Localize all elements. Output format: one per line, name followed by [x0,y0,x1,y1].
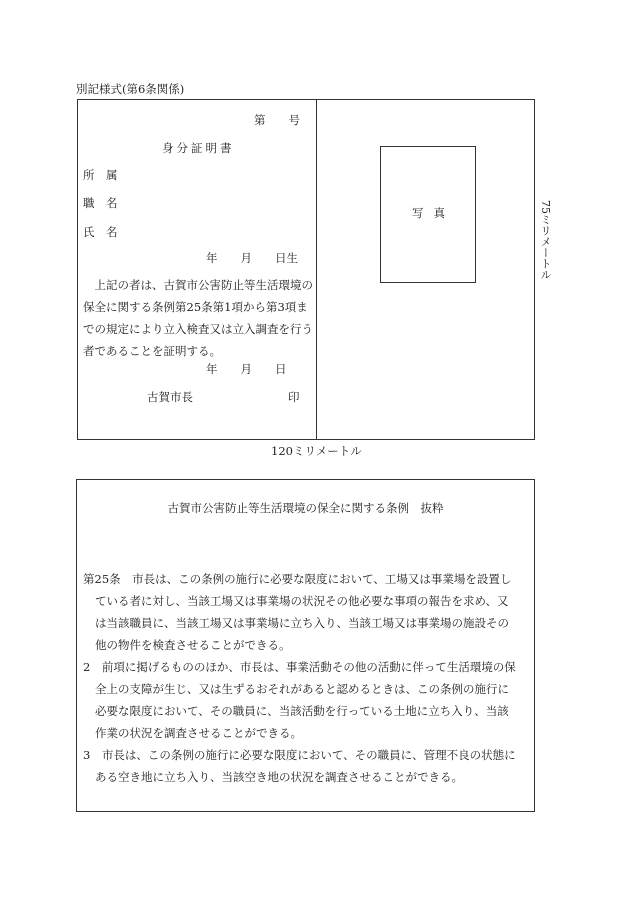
field-name: 氏 名 [83,225,118,239]
article-line: は当該職員に、当該工場又は事業場に立ち入り、当該工場又は事業場の施設その [95,616,509,630]
height-dimension: 75ミリメートル [539,200,552,280]
article-25-3 [83,744,529,788]
birth-date-line: 年 月 日生 [206,251,298,265]
seal-label: 印 [288,390,300,404]
card-number-label: 第 号 [254,113,300,127]
article-line: 他の物件を検査させることができる。 [95,638,291,652]
article-25-1 [83,568,529,656]
field-position: 職 名 [83,196,118,210]
certification-text: 上記の者は、古賀市公害防止等生活環境の保全に関する条例第25条第1項から第3項までの規定により立入検査又は立入調査を行う者であることを証明する。 [83,278,313,358]
mayor-label: 古賀市長 [147,390,193,404]
field-affiliation: 所 属 [83,168,118,182]
article-25-2 [83,656,529,744]
article-line: 3 市長は、この条例の施行に必要な限度において、その職員に、管理不良の状態に [83,748,516,762]
form-heading: 別記様式(第6条関係) [76,82,185,96]
card-title: 身分証明書 [162,141,235,155]
article-line: 全上の支障が生じ、又は生ずるおそれがあると認めるときは、この条例の施行に [95,682,509,696]
article-line: 必要な限度において、その職員に、当該活動を行っている土地に立ち入り、当該 [95,704,509,718]
issue-date-line: 年 月 日 [206,362,287,376]
card-divider [316,99,317,440]
photo-label: 写真 [412,206,455,220]
article-line: 第25条 市長は、この条例の施行に必要な限度において、工場又は事業場を設置し [83,572,512,586]
article-line: ある空き地に立ち入り、当該空き地の状況を調査させることができる。 [95,770,463,784]
width-dimension: 120ミリメートル [271,444,362,458]
article-line: 2 前項に掲げるもののほか、市長は、事業活動その他の活動に伴って生活環境の保 [83,660,516,674]
article-line: 作業の状況を調査させることができる。 [95,726,302,740]
excerpt-title: 古賀市公害防止等生活環境の保全に関する条例 抜粋 [167,501,444,515]
article-line: ている者に対し、当該工場又は事業場の状況その他必要な事項の報告を求め、又 [95,594,509,608]
